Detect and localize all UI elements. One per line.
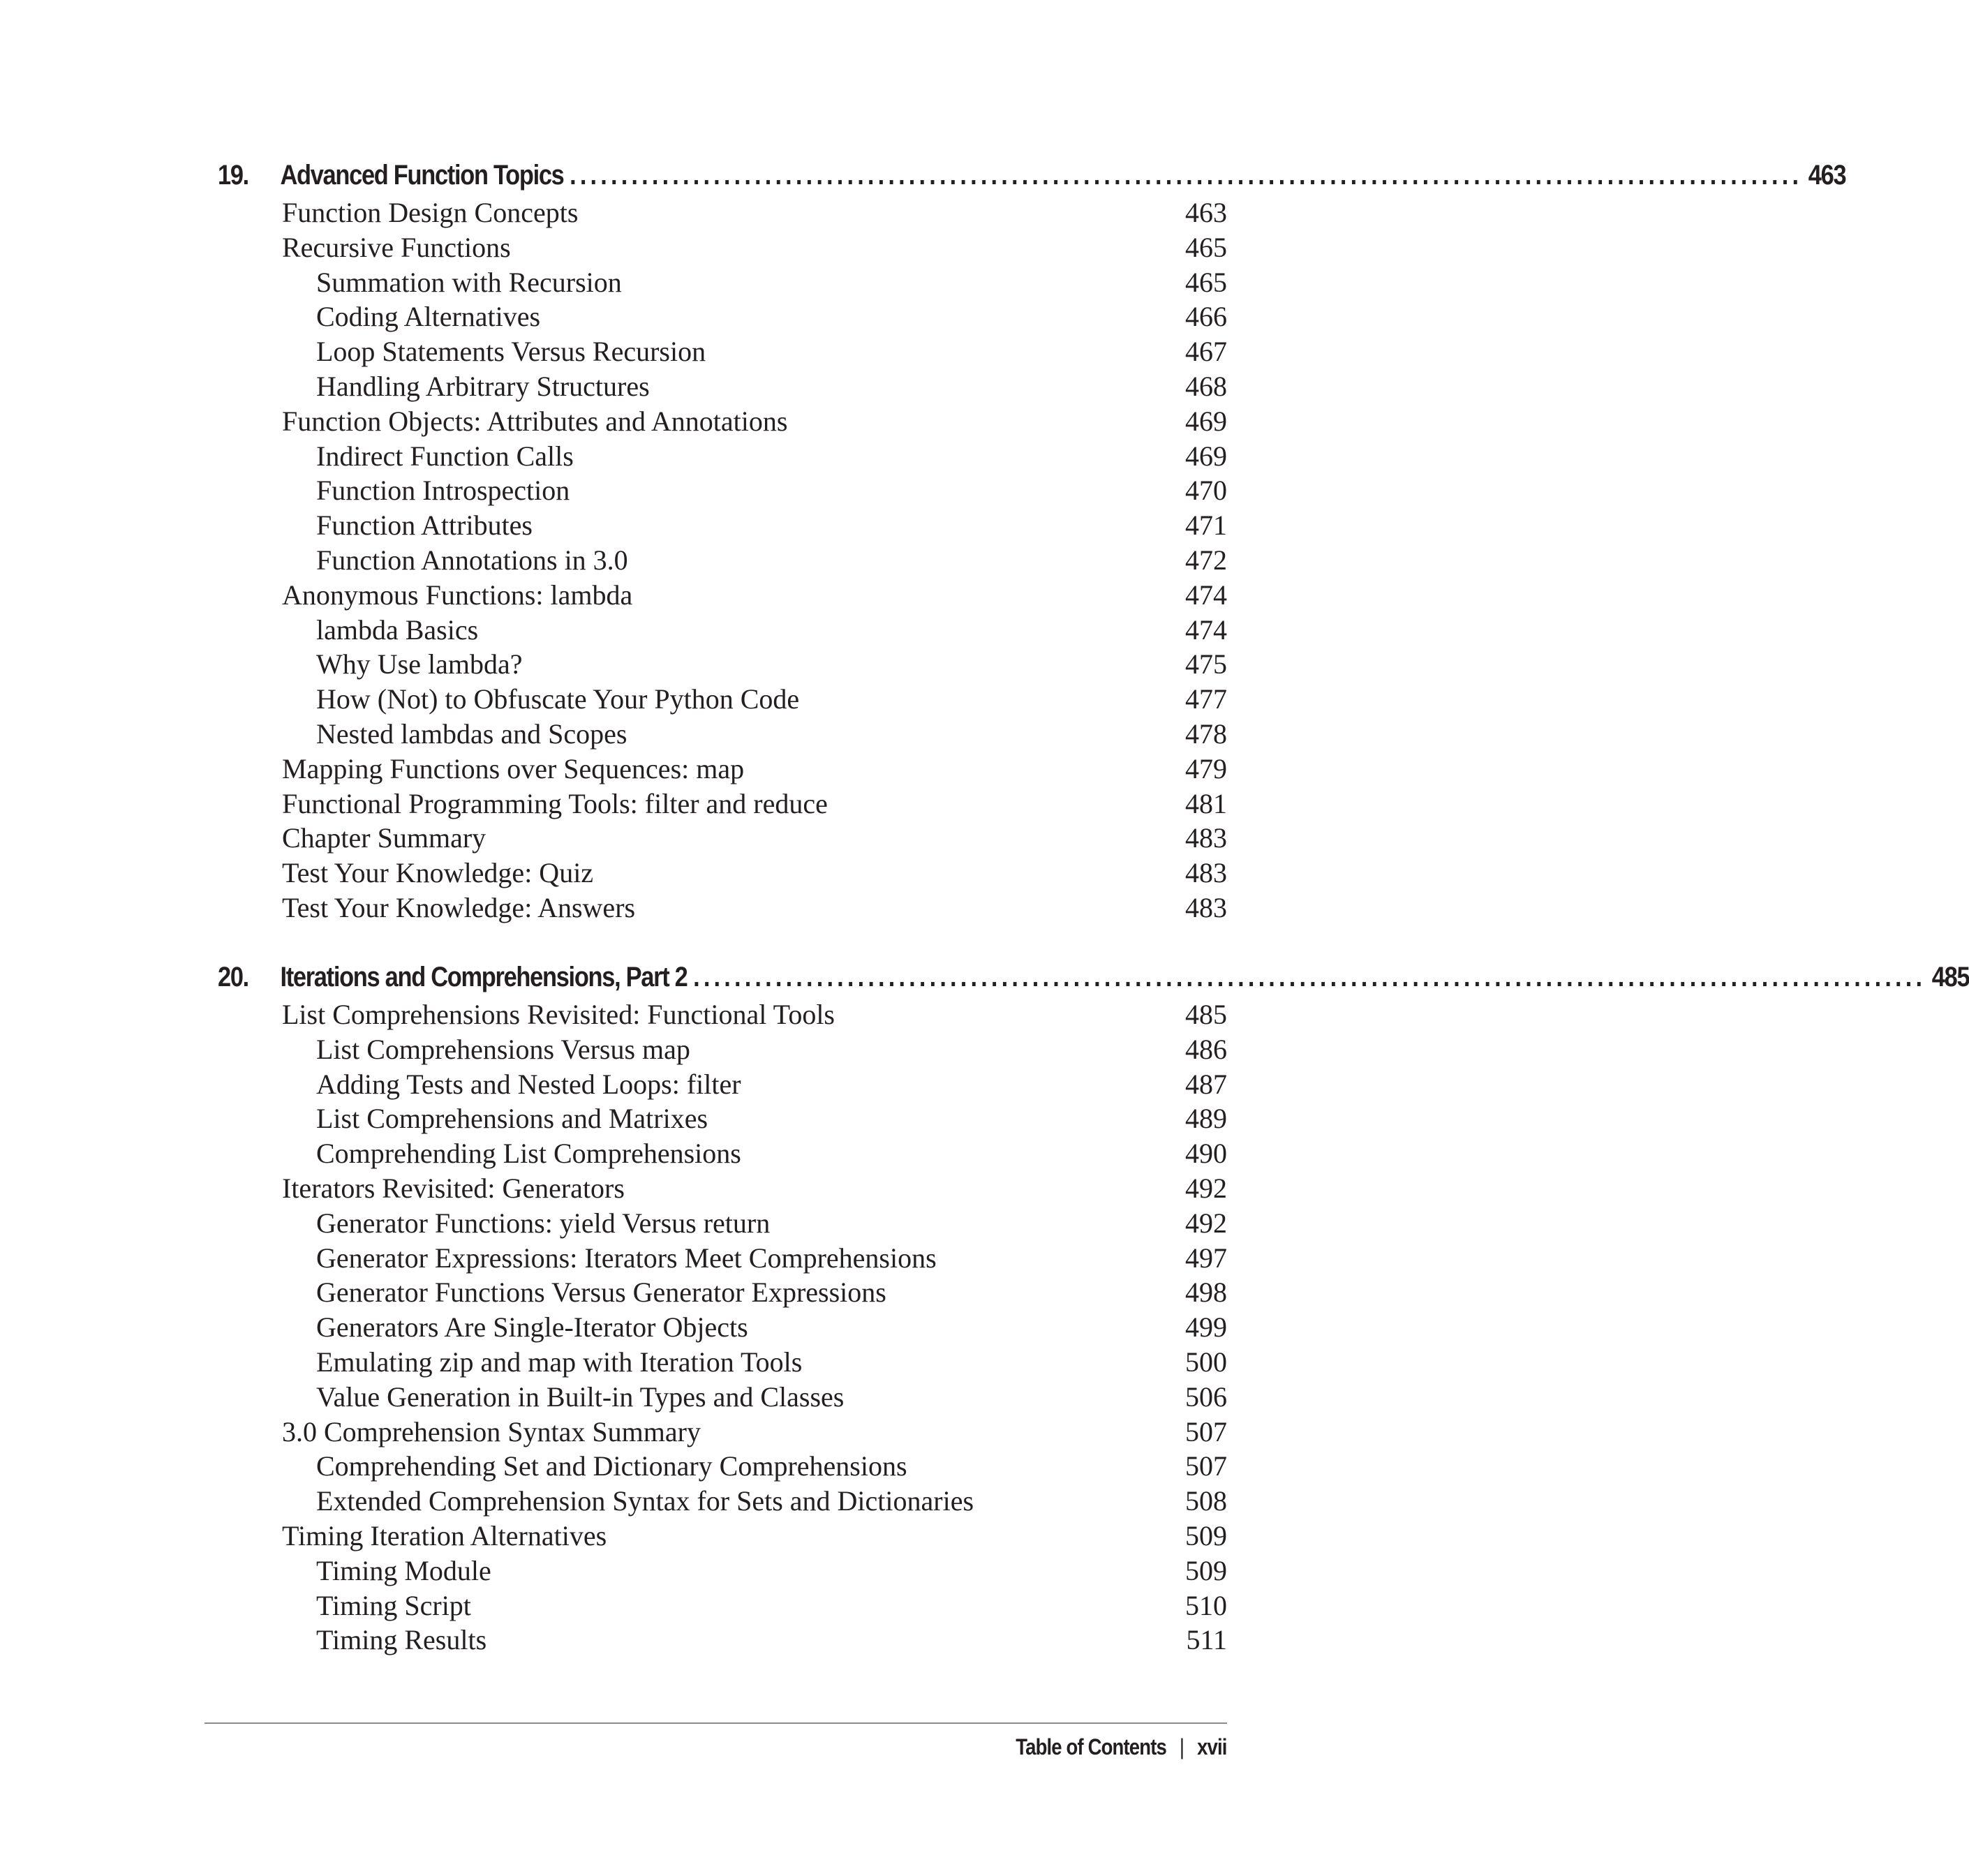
toc-entry-page-number: 492 [1185, 1172, 1227, 1204]
chapter-title: Iterations and Comprehensions, Part 2 [280, 961, 688, 992]
toc-entry[interactable] [218, 543, 1227, 578]
toc-entry[interactable] [218, 1206, 1227, 1241]
toc-entry[interactable] [218, 334, 1227, 369]
toc-entry-page-number: 475 [1185, 648, 1227, 680]
toc-entry-page-number: 478 [1185, 717, 1227, 750]
chapter-entries [218, 195, 1227, 925]
toc-entry-page-number: 474 [1185, 613, 1227, 646]
toc-entry-title: List Comprehensions Revisited: Functional Tools [282, 999, 835, 1030]
toc-entry-title: Emulating zip and map with Iteration Tools [316, 1346, 803, 1378]
toc-entry-page-number: 485 [1185, 999, 1227, 1030]
toc-entry-title: 3.0 Comprehension Syntax Summary [282, 1415, 701, 1447]
toc-entry-title: Coding Alternatives [316, 301, 541, 333]
chapter-heading[interactable] [218, 155, 1846, 195]
toc-entry-page-number: 483 [1185, 891, 1227, 923]
toc-entry-title: Extended Comprehension Syntax for Sets and Dictionaries [316, 1485, 974, 1517]
toc-entry[interactable] [218, 1380, 1227, 1415]
toc-entry-title: Function Design Concepts [282, 197, 579, 228]
toc-entry-page-number: 467 [1185, 336, 1227, 368]
toc-entry-page-number: 471 [1185, 509, 1227, 542]
toc-entry-title: Adding Tests and Nested Loops: filter [316, 1068, 741, 1100]
toc-entry-title: Function Attributes [316, 509, 533, 542]
toc-entry-page-number: 489 [1185, 1103, 1227, 1135]
toc-entry[interactable] [218, 891, 1227, 925]
toc-entry-title: Function Objects: Attributes and Annotations [282, 405, 788, 437]
toc-entry-page-number: 474 [1185, 579, 1227, 611]
toc-entry[interactable] [218, 473, 1227, 508]
toc-entry[interactable] [218, 1588, 1227, 1623]
toc-entry[interactable] [218, 1032, 1227, 1067]
footer-rule [205, 1722, 1227, 1724]
toc-entry[interactable] [218, 1415, 1227, 1450]
chapter-20 [218, 957, 1969, 1658]
toc-entry-title: Value Generation in Built-in Types and Classes [316, 1380, 845, 1413]
chapter-number: 20. [218, 961, 248, 992]
page-footer [1016, 1729, 1227, 1764]
toc-entry[interactable] [218, 1241, 1227, 1276]
toc-entry-page-number: 486 [1185, 1033, 1227, 1065]
chapter-page-number: 463 [1808, 159, 1846, 191]
toc-entry-page-number: 497 [1185, 1242, 1227, 1274]
toc-entry-title: Recursive Functions [282, 231, 511, 263]
toc-entry-page-number: 463 [1185, 197, 1227, 228]
toc-entry-title: Iterators Revisited: Generators [282, 1172, 625, 1204]
toc-entry[interactable] [218, 299, 1227, 334]
toc-entry-title: Test Your Knowledge: Answers [282, 891, 636, 923]
toc-entry[interactable] [218, 404, 1227, 439]
toc-entry-title: Generator Functions Versus Generator Expressions [316, 1276, 886, 1309]
footer-separator: | [1180, 1734, 1184, 1759]
toc-entry-title: Comprehending List Comprehensions [316, 1138, 741, 1170]
toc-entry-page-number: 477 [1185, 683, 1227, 715]
toc-entry-page-number: 470 [1185, 475, 1227, 507]
toc-entry[interactable] [218, 508, 1227, 543]
toc-entry[interactable] [218, 856, 1227, 891]
toc-entry[interactable] [218, 752, 1227, 787]
toc-entry-title: Why Use lambda? [316, 648, 523, 680]
toc-entry-title: Timing Script [316, 1589, 471, 1621]
toc-entry-page-number: 499 [1185, 1311, 1227, 1343]
toc-entry-title: List Comprehensions and Matrixes [316, 1103, 708, 1135]
footer-label: Table of Contents [1016, 1734, 1167, 1759]
toc-entry[interactable] [218, 613, 1227, 648]
toc-entry-title: Timing Iteration Alternatives [282, 1519, 607, 1551]
toc-entry[interactable] [218, 1345, 1227, 1380]
toc-entry-title: Timing Results [316, 1624, 487, 1656]
chapter-19 [218, 155, 1846, 925]
toc-entry[interactable] [218, 1101, 1227, 1136]
toc-entry-title: Summation with Recursion [316, 266, 622, 298]
toc-entry-page-number: 479 [1185, 752, 1227, 784]
chapter-number: 19. [218, 159, 248, 191]
toc-entry-title: Chapter Summary [282, 822, 486, 854]
toc-entry-page-number: 469 [1185, 440, 1227, 472]
toc-entry-title: Generators Are Single-Iterator Objects [316, 1311, 748, 1343]
toc-entry[interactable] [218, 1554, 1227, 1588]
toc-entry-title: Mapping Functions over Sequences: map [282, 752, 745, 784]
toc-entry-title: How (Not) to Obfuscate Your Python Code [316, 683, 800, 715]
toc-entry-page-number: 481 [1185, 787, 1227, 819]
toc-entry-page-number: 483 [1185, 822, 1227, 854]
toc-entry-page-number: 466 [1185, 301, 1227, 333]
toc-entry-page-number: 507 [1185, 1450, 1227, 1482]
toc-entry-title: Function Annotations in 3.0 [316, 544, 628, 576]
toc-entry-title: Generator Expressions: Iterators Meet Comprehensions [316, 1242, 937, 1274]
toc-entry-page-number: 487 [1185, 1068, 1227, 1100]
toc-entry[interactable] [218, 1171, 1227, 1206]
toc-entry[interactable] [218, 717, 1227, 752]
footer-page-number: xvii [1197, 1734, 1227, 1759]
toc-entry[interactable] [218, 230, 1227, 265]
toc-entry-page-number: 509 [1185, 1519, 1227, 1551]
toc-entry-title: Handling Arbitrary Structures [316, 370, 650, 402]
toc-entry[interactable] [218, 682, 1227, 717]
toc-entry-title: Comprehending Set and Dictionary Comprehensions [316, 1450, 907, 1482]
toc-entry[interactable] [218, 1449, 1227, 1484]
toc-entry[interactable] [218, 195, 1227, 230]
toc-entry-title: Nested lambdas and Scopes [316, 717, 627, 750]
toc-entry-page-number: 508 [1185, 1485, 1227, 1517]
toc-entry-title: Test Your Knowledge: Quiz [282, 857, 594, 889]
toc-entry[interactable] [218, 578, 1227, 613]
toc-entry-page-number: 498 [1185, 1276, 1227, 1309]
toc-entry-title: Anonymous Functions: lambda [282, 579, 633, 611]
toc-entry[interactable] [218, 1519, 1227, 1554]
toc-entry-page-number: 483 [1185, 857, 1227, 889]
toc-entry[interactable] [218, 1310, 1227, 1345]
toc-entry-page-number: 465 [1185, 266, 1227, 298]
toc-entry-page-number: 506 [1185, 1380, 1227, 1413]
toc-entry-title: lambda Basics [316, 613, 479, 646]
toc-entry-page-number: 510 [1185, 1589, 1227, 1621]
toc-entry[interactable] [218, 647, 1227, 682]
toc-entry-title: Functional Programming Tools: filter and reduce [282, 787, 828, 819]
toc-entry-title: Generator Functions: yield Versus return [316, 1207, 771, 1239]
toc-entry-page-number: 469 [1185, 405, 1227, 437]
toc-entry[interactable] [218, 265, 1227, 300]
toc-entry[interactable] [218, 369, 1227, 404]
toc-entry-title: Loop Statements Versus Recursion [316, 336, 706, 368]
toc-entry-page-number: 472 [1185, 544, 1227, 576]
toc-entry[interactable] [218, 787, 1227, 821]
toc-entry[interactable] [218, 1275, 1227, 1310]
toc-entry-page-number: 507 [1185, 1415, 1227, 1447]
toc-entry[interactable] [218, 1484, 1227, 1519]
toc-entry[interactable] [218, 439, 1227, 474]
chapter-entries [218, 997, 1227, 1658]
toc-entry[interactable] [218, 1623, 1227, 1658]
toc-entry-title: List Comprehensions Versus map [316, 1033, 690, 1065]
toc-entry[interactable] [218, 1136, 1227, 1171]
chapter-heading[interactable] [218, 957, 1969, 997]
toc-entry[interactable] [218, 997, 1227, 1032]
toc-entry-title: Indirect Function Calls [316, 440, 574, 472]
dot-leader: ........................................................................................................................ [693, 961, 1926, 992]
chapter-page-number: 485 [1931, 961, 1969, 992]
toc-entry-page-number: 465 [1185, 231, 1227, 263]
dot-leader: ........................................................................................................................ [570, 159, 1803, 191]
toc-entry-page-number: 468 [1185, 370, 1227, 402]
toc-entry-page-number: 511 [1186, 1624, 1227, 1656]
toc-entry[interactable] [218, 821, 1227, 856]
toc-entry-page-number: 509 [1185, 1554, 1227, 1586]
toc-entry-page-number: 490 [1185, 1138, 1227, 1170]
toc-entry-page-number: 500 [1185, 1346, 1227, 1378]
toc-entry-title: Timing Module [316, 1554, 491, 1586]
toc-entry[interactable] [218, 1067, 1227, 1102]
toc-entry-page-number: 492 [1185, 1207, 1227, 1239]
chapter-title: Advanced Function Topics [280, 159, 564, 191]
toc-entry-title: Function Introspection [316, 475, 570, 507]
